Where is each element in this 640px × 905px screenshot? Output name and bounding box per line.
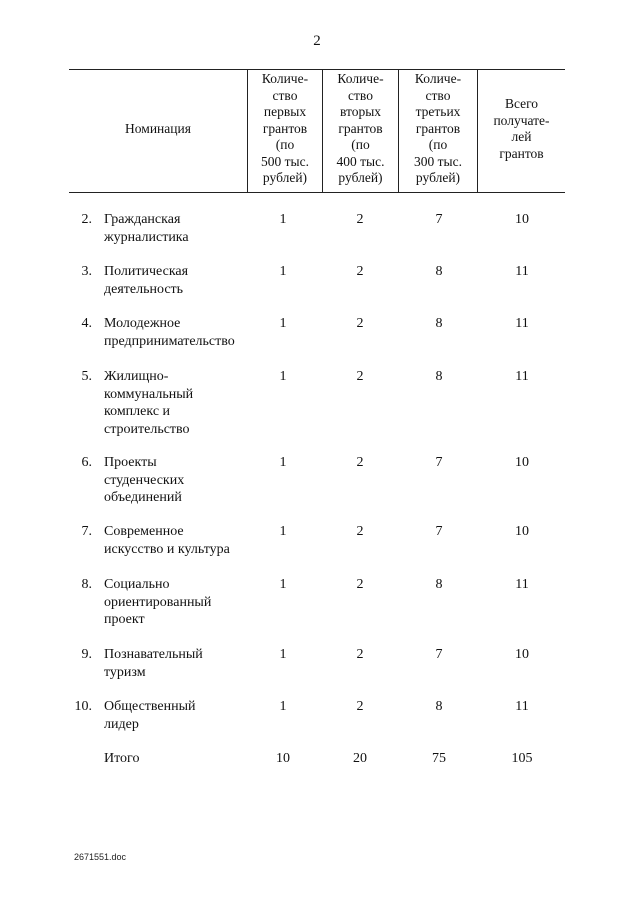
- row-total-recipients: 11: [515, 699, 529, 714]
- row-number: 2.: [81, 212, 92, 227]
- row-second-grants: 2: [356, 455, 364, 470]
- row-second-grants: 2: [356, 212, 364, 227]
- row-first-grants: 1: [279, 577, 287, 592]
- row-second-grants: 2: [356, 577, 364, 592]
- row-third-grants: 8: [435, 264, 443, 279]
- header-first-grants: Количе- ство первых грантов (по 500 тыс. рублей): [261, 71, 309, 185]
- row-third-grants: 7: [435, 647, 443, 662]
- row-first-grants: 1: [279, 524, 287, 539]
- row-third-grants: 7: [435, 212, 443, 227]
- row-total-recipients: 10: [515, 212, 529, 227]
- row-third-grants: 8: [435, 316, 443, 331]
- row-total-recipients: 11: [515, 316, 529, 331]
- row-second-grants: 2: [356, 699, 364, 714]
- row-number: 6.: [81, 455, 92, 470]
- row-third-grants: 7: [435, 455, 443, 470]
- row-number: 3.: [81, 264, 92, 279]
- row-nomination: Молодежное предпринимательство: [104, 316, 235, 349]
- row-number: 10.: [74, 699, 92, 714]
- row-number: 8.: [81, 577, 92, 592]
- page-number: 2: [313, 33, 321, 49]
- totals-second: 20: [353, 751, 367, 766]
- header-second-grants: Количе- ство вторых грантов (по 400 тыс. рублей): [336, 71, 385, 185]
- row-first-grants: 1: [279, 455, 287, 470]
- row-total-recipients: 11: [515, 264, 529, 279]
- table-top-rule: [69, 69, 565, 70]
- row-third-grants: 8: [435, 577, 443, 592]
- row-nomination: Жилищно- коммунальный комплекс и строительство: [104, 369, 194, 437]
- totals-first: 10: [276, 751, 290, 766]
- row-nomination: Проекты студенческих объединений: [104, 455, 185, 505]
- row-nomination: Гражданская журналистика: [104, 212, 189, 245]
- row-first-grants: 1: [279, 264, 287, 279]
- row-number: 4.: [81, 316, 92, 331]
- row-nomination: Общественный лидер: [104, 699, 196, 732]
- row-number: 9.: [81, 647, 92, 662]
- row-total-recipients: 10: [515, 455, 529, 470]
- row-first-grants: 1: [279, 369, 287, 384]
- row-nomination: Современное искусство и культура: [104, 524, 230, 557]
- row-nomination: Политическая деятельность: [104, 264, 189, 297]
- row-first-grants: 1: [279, 699, 287, 714]
- row-first-grants: 1: [279, 212, 287, 227]
- row-total-recipients: 10: [515, 647, 529, 662]
- document-file-code: 2671551.doc: [74, 852, 127, 862]
- row-first-grants: 1: [279, 647, 287, 662]
- row-nomination: Социально ориентированный проект: [104, 577, 212, 627]
- totals-third: 75: [432, 751, 446, 766]
- row-number: 7.: [81, 524, 92, 539]
- row-total-recipients: 11: [515, 577, 529, 592]
- table-header-rule: [69, 192, 565, 193]
- totals-total: 105: [511, 751, 533, 766]
- row-number: 5.: [81, 369, 92, 384]
- row-total-recipients: 11: [515, 369, 529, 384]
- header-third-grants: Количе- ство третьих грантов (по 300 тыс. рублей): [414, 71, 462, 185]
- row-third-grants: 8: [435, 699, 443, 714]
- row-first-grants: 1: [279, 316, 287, 331]
- row-second-grants: 2: [356, 647, 364, 662]
- row-third-grants: 8: [435, 369, 443, 384]
- header-nomination: Номинация: [125, 121, 191, 136]
- row-second-grants: 2: [356, 264, 364, 279]
- row-total-recipients: 10: [515, 524, 529, 539]
- header-total-recipients: Всего получате- лей грантов: [493, 96, 550, 161]
- row-second-grants: 2: [356, 524, 364, 539]
- row-second-grants: 2: [356, 316, 364, 331]
- row-nomination: Познавательный туризм: [104, 647, 203, 680]
- row-third-grants: 7: [435, 524, 443, 539]
- row-second-grants: 2: [356, 369, 364, 384]
- totals-label: Итого: [104, 751, 140, 766]
